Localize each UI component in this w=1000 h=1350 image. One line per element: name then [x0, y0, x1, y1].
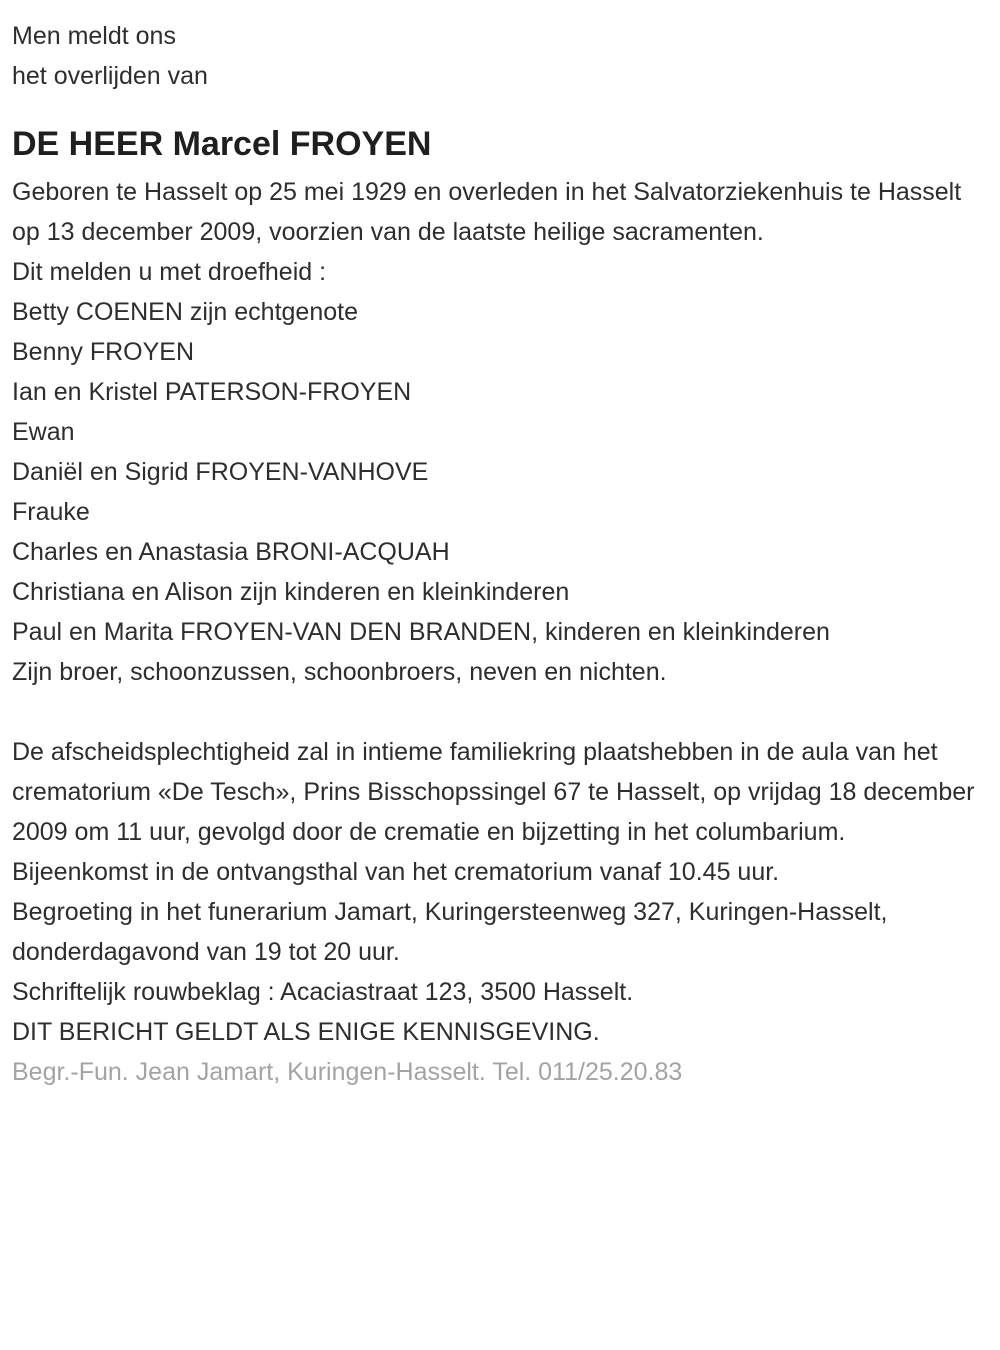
- intro-line-1: Men meldt ons: [12, 22, 176, 50]
- deceased-name: DE HEER Marcel FROYEN: [12, 125, 432, 163]
- funeral-home-footer: Begr.-Fun. Jean Jamart, Kuringen-Hasselt. Tel. 011/25.20.83: [12, 1058, 683, 1086]
- family-list: [12, 292, 986, 692]
- family-line: Paul en Marita FROYEN-VAN DEN BRANDEN, kinderen en kleinkinderen: [12, 618, 830, 646]
- gathering-paragraph: Bijeenkomst in de ontvangsthal van het crematorium vanaf 10.45 uur.: [12, 858, 780, 886]
- family-line: Zijn broer, schoonzussen, schoonbroers, neven en nichten.: [12, 658, 667, 686]
- family-line: Betty COENEN zijn echtgenote: [12, 298, 358, 326]
- family-line: Benny FROYEN: [12, 338, 195, 366]
- family-line: Ewan: [12, 418, 75, 446]
- condolence-address: Schriftelijk rouwbeklag : Acaciastraat 123, 3500 Hasselt.: [12, 978, 634, 1006]
- intro-line-2: het overlijden van: [12, 62, 208, 90]
- sole-notice: DIT BERICHT GELDT ALS ENIGE KENNISGEVING.: [12, 1018, 600, 1046]
- greeting-paragraph: Begroeting in het funerarium Jamart, Kuringersteenweg 327, Kuringen-Hasselt, donderdagavond van 19 tot 20 uur.: [12, 898, 888, 966]
- grief-intro: Dit melden u met droefheid :: [12, 258, 327, 286]
- birth-death-paragraph: Geboren te Hasselt op 25 mei 1929 en overleden in het Salvatorziekenhuis te Hasselt op 13 december 2009, voorzien van de laatste heilige sacramenten.: [12, 178, 962, 246]
- family-line: Charles en Anastasia BRONI-ACQUAH: [12, 538, 450, 566]
- intro: [12, 16, 986, 96]
- family-line: Frauke: [12, 498, 90, 526]
- ceremony-paragraph: De afscheidsplechtigheid zal in intieme familiekring plaatshebben in de aula van het crematorium «De Tesch», Prins Bisschopssingel 67 te Hasselt, op vrijdag 18 december 2009 om 11 uur, gevolgd door de crematie en bijzetting in het columbarium.: [12, 738, 975, 846]
- ceremony-details: [12, 732, 986, 972]
- family-line: Christiana en Alison zijn kinderen en kleinkinderen: [12, 578, 570, 606]
- family-line: Daniël en Sigrid FROYEN-VANHOVE: [12, 458, 429, 486]
- family-line: Ian en Kristel PATERSON-FROYEN: [12, 378, 412, 406]
